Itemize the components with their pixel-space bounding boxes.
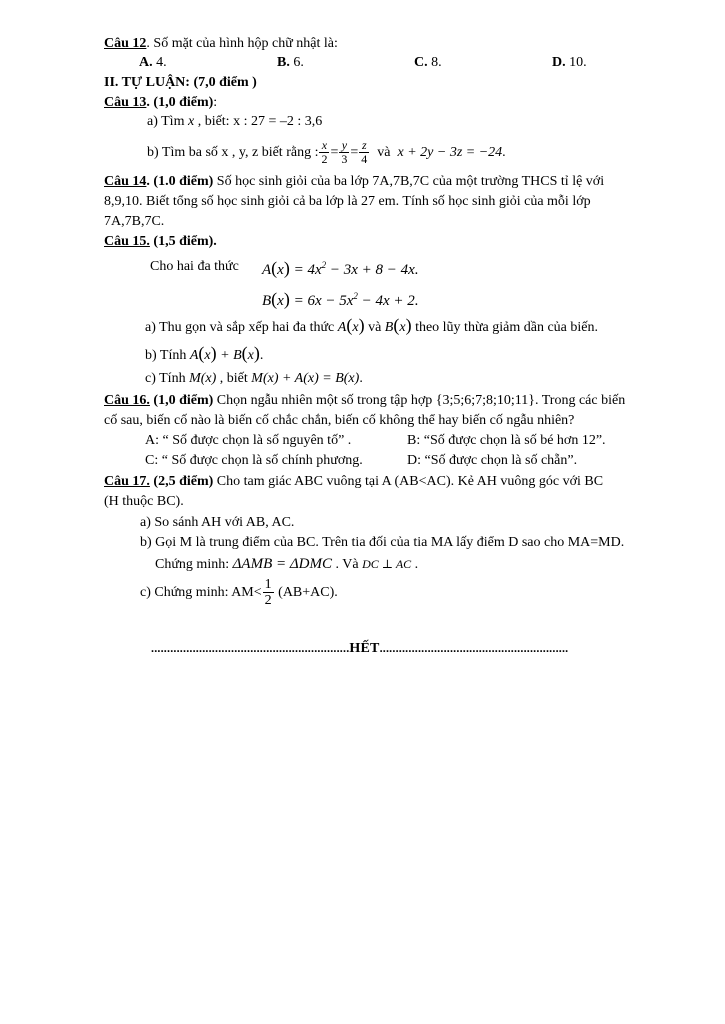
q16-event-a: A: “ Số được chọn là số nguyên tố” .: [145, 433, 352, 448]
frac-num: 1: [264, 577, 272, 593]
frac-num: y: [339, 139, 349, 153]
q12-line: [104, 35, 338, 53]
poly-B-part2: − 4x + 2: [357, 293, 415, 309]
option-value: 8.: [431, 55, 442, 70]
dots-right: ...........................................................: [379, 641, 569, 655]
poly-A-name: A: [262, 262, 272, 278]
q15-c-expr: M(x) + A(x) = B(x): [251, 371, 360, 386]
q17-b2-mid: . Và: [332, 557, 363, 572]
q15-c-mx: M(x): [189, 371, 217, 386]
q15-label: Câu 15.: [104, 234, 150, 249]
option-letter: B.: [277, 55, 290, 70]
q15-c-mid: , biết: [216, 371, 252, 386]
frac-den: 2: [264, 593, 272, 609]
q16-event-b: B: “Số được chọn là số bé hơn 12”.: [407, 433, 606, 448]
q16-line-2: cố sau, biến cố nào là biến cố chắc chắn, biến cố không thể hay biến cố ngẫu nhiên?: [104, 413, 575, 428]
q17-label: Câu 17.: [104, 474, 150, 489]
exponent: 2: [353, 291, 358, 301]
q13-part-a: [147, 113, 322, 131]
q16-event-c: C: “ Số được chọn là số chính phương.: [145, 453, 363, 468]
q16-points: (1,0 điểm): [149, 393, 214, 408]
q17-part-a: a) So sánh AH với AB, AC.: [140, 515, 295, 530]
q15-part-c: c) Tính M(x) , biết M(x) + A(x) = B(x).: [145, 371, 363, 386]
q15-b-text: b) Tính: [145, 348, 190, 363]
poly-A-part1: = 4x: [289, 262, 322, 278]
fraction: [359, 139, 369, 166]
q14-line-2: 8,9,10. Biết tổng số học sinh giỏi cả ba lớp là 27 em. Tính số học sinh giỏi của mỗi lớp: [104, 194, 591, 209]
option-value: 6.: [293, 55, 304, 70]
dots-left: ..............................................................: [151, 641, 350, 655]
poly-B-part1: = 6x − 5x: [289, 293, 354, 309]
frac-den: 3: [341, 152, 348, 167]
fraction: [319, 139, 329, 166]
frac-den: 4: [361, 152, 368, 167]
q15-part-a: a) Thu gọn và sắp xếp hai đa thức A(x) và B(x) theo lũy thừa giảm dần của biến.: [145, 315, 598, 335]
q12-option-c: [414, 54, 442, 72]
q13-b-end: .: [502, 145, 506, 160]
q15-a-text1: a) Thu gọn và sắp xếp hai đa thức: [145, 320, 338, 335]
q15-a-and: và: [364, 320, 385, 335]
fraction: [263, 577, 274, 608]
q12-text: . Số mặt của hình hộp chữ nhật là:: [146, 36, 338, 51]
q17-b2-expr: ΔAMB = ΔDMC: [232, 556, 332, 572]
q17-b2-expr2: DC ⊥ AC: [362, 557, 412, 571]
option-value: 4.: [156, 55, 167, 70]
q15-intro: Cho hai đa thức: [150, 259, 239, 274]
poly-A-part2: − 3x + 8 − 4x: [326, 262, 415, 278]
q13-a-expr: x : 27 = –2 : 3,6: [233, 114, 323, 129]
q13-b-expr: x + 2y − 3z = −24: [397, 145, 503, 160]
poly-B: $B(x) = 6x - 5x^2 - 4x + 2$.: [262, 289, 419, 309]
q14-text-1: Số học sinh giỏi của ba lớp 7A,7B,7C của một trường THCS tỉ lệ với: [213, 174, 605, 189]
exponent: 2: [321, 260, 327, 270]
q17-line-2: (H thuộc BC).: [104, 494, 184, 509]
q15-points: (1,5 điểm).: [149, 234, 217, 249]
section-heading: II. TỰ LUẬN: (7,0 điểm ): [104, 75, 257, 90]
q13-b-prefix: b) Tìm ba số x , y, z biết rằng :: [147, 145, 319, 160]
q17-b2-end: .: [411, 557, 419, 572]
frac-den: 2: [321, 152, 328, 167]
q17-points: (2,5 điểm): [149, 474, 214, 489]
q17-b2-prefix: Chứng minh:: [155, 557, 233, 572]
q12-option-a: [139, 54, 167, 72]
q17-line-1: [104, 473, 603, 491]
q12-option-b: [277, 54, 304, 72]
q14-line-1: [104, 173, 604, 191]
q14-label: Câu 14: [104, 174, 147, 189]
option-value: 10.: [569, 55, 587, 70]
q15-part-b: b) Tính A(x) + B(x).: [145, 343, 264, 363]
q16-event-d: D: “Số được chọn là số chẵn”.: [407, 453, 578, 468]
q17-part-b: b) Gọi M là trung điểm của BC. Trên tia đối của tia MA lấy điểm D sao cho MA=MD.: [140, 535, 625, 550]
frac-num: x: [319, 139, 329, 153]
q13-b-and: và: [377, 145, 391, 160]
poly-B-name: B: [262, 293, 272, 309]
q14-points: . (1.0 điểm): [146, 174, 214, 189]
option-letter: A.: [139, 55, 153, 70]
q16-label: Câu 16.: [104, 393, 150, 408]
q17-c-suffix: (AB+AC).: [274, 585, 338, 600]
q17-part-c: [140, 576, 338, 610]
q13-label: Câu 13: [104, 95, 147, 110]
q13-a-var: x: [187, 114, 195, 129]
q13-part-b: b) Tìm ba số x , y, z biết rằng : $\frac{x}{2}$ = $\frac{y}{3}$ = $\frac{z}{4}$ và x + 2y − 3z = −24.: [147, 138, 506, 167]
frac-num: z: [359, 139, 369, 153]
fraction: [339, 139, 349, 166]
q17-part-b2: [155, 555, 418, 574]
poly-A: $A(x) = 4x^2 - 3x + 8 - 4x$.: [262, 258, 419, 278]
q13-points: . (1,0 điểm): [146, 95, 214, 110]
q17-text-1: Cho tam giác ABC vuông tại A (AB<AC). Kẻ AH vuông góc với BC: [213, 474, 604, 489]
q15-line: [104, 233, 217, 251]
q14-line-3: 7A,7B,7C.: [104, 214, 165, 229]
q13-a-mid: , biết:: [194, 114, 234, 129]
option-letter: C.: [414, 55, 428, 70]
q15-c-text: c) Tính: [145, 371, 190, 386]
option-letter: D.: [552, 55, 566, 70]
q13-line: Câu 13. (1,0 điểm):: [104, 95, 218, 110]
q12-option-d: [552, 54, 587, 72]
end-label: HẾT: [349, 641, 380, 656]
q16-text-1: Chọn ngẫu nhiên một số trong tập hợp {3;5;6;7;8;10;11}. Trong các biến: [213, 393, 626, 408]
q17-c-prefix: c) Chứng minh: AM<: [140, 585, 262, 600]
end-marker: [151, 639, 568, 658]
q12-label: Câu 12: [104, 36, 147, 51]
q13-a-prefix: a) Tìm: [147, 114, 188, 129]
q15-a-text2: theo lũy thừa giảm dần của biến.: [411, 320, 598, 335]
q16-line-1: [104, 392, 625, 410]
